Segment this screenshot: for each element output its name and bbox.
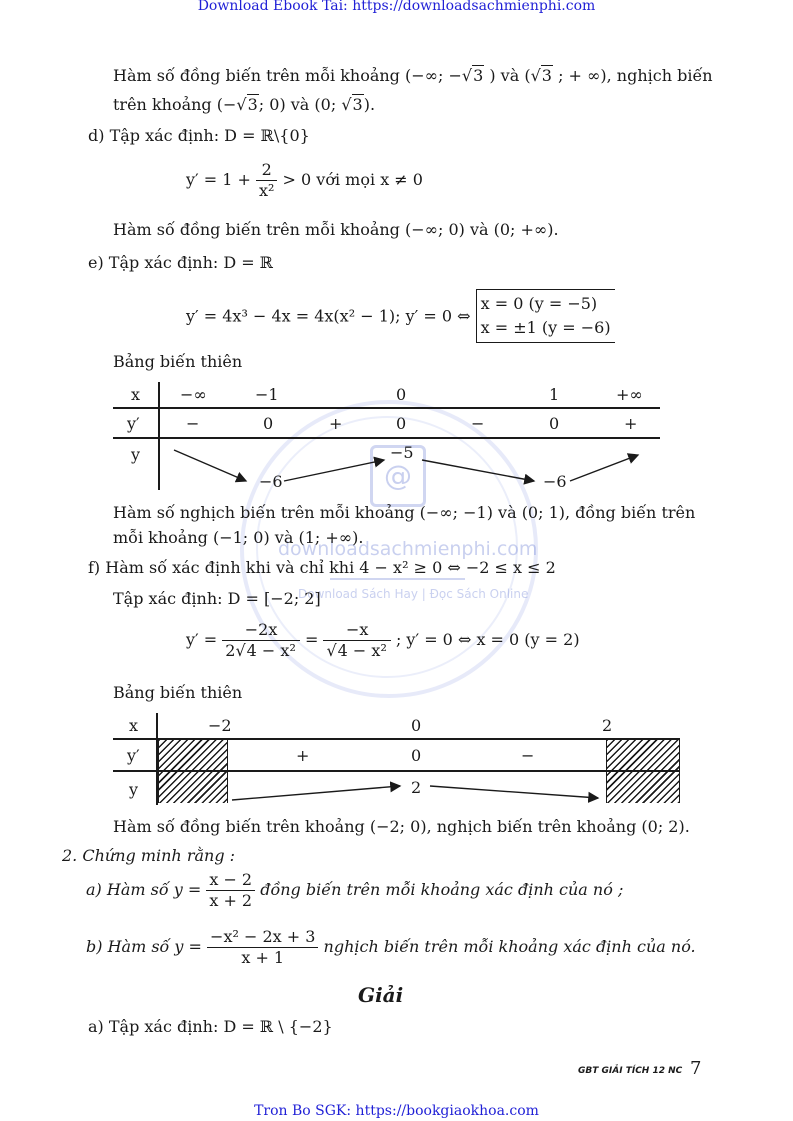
e-domain: e) Tập xác định: D = ℝ bbox=[88, 253, 274, 272]
f-domain: Tập xác định: D = [−2; 2] bbox=[113, 589, 321, 608]
f-definition: f) Hàm số xác định khi và chỉ khi 4 − x² ≥ 0 ⇔ −2 ≤ x ≤ 2 bbox=[88, 558, 556, 577]
watermark-site: downloadsachmienphi.com bbox=[278, 538, 538, 560]
e-conclusion-line2: mỗi khoảng (−1; 0) và (1; +∞). bbox=[113, 528, 364, 547]
footer-sgk-link[interactable]: Tron Bo SGK: https://bookgiaokhoa.com bbox=[254, 1103, 539, 1119]
book-at-icon: @ bbox=[370, 445, 426, 507]
c-conclusion-line1: Hàm số đồng biến trên mỗi khoảng (−∞; −√3 ) và (√3 ; + ∞), nghịch biến bbox=[113, 66, 713, 85]
page-number: 7 bbox=[690, 1058, 702, 1079]
problem-2b: b) Hàm số y = $\frac{\text{−x² − 2x + 3}}{x + 1}$ nghịch biến trên mỗi khoảng xác định của nó. bbox=[86, 927, 696, 967]
header-download-link[interactable]: Download Ebook Tai: https://downloadsachmienphi.com bbox=[197, 0, 596, 14]
watermark-tagline: Download Sách Hay | Đọc Sách Online bbox=[298, 587, 529, 601]
d-domain: d) Tập xác định: D = ℝ\{0} bbox=[88, 126, 310, 145]
f-conclusion: Hàm số đồng biến trên khoảng (−2; 0), nghịch biến trên khoảng (0; 2). bbox=[113, 817, 690, 836]
problem-2-title: 2. Chứng minh rằng : bbox=[62, 846, 236, 865]
e-table-title: Bảng biến thiên bbox=[113, 352, 243, 371]
f-derivative: y′ = $\frac{-2x}{\text{2√4 − x²}}$ = $\frac{-x}{\text{√4 − x²}}$ ; y′ = 0 ⇔ x = 0 (y = 2) bbox=[186, 620, 580, 660]
e-conclusion-line1: Hàm số nghịch biến trên mỗi khoảng (−∞; −1) và (0; 1), đồng biến trên bbox=[113, 503, 696, 522]
solution-a-domain: a) Tập xác định: D = ℝ \ {−2} bbox=[88, 1017, 333, 1036]
footer-book-title: GBT GIẢI TÍCH 12 NC bbox=[578, 1066, 683, 1076]
e-derivative: y′ = 4x³ − 4x = 4x(x² − 1); y′ = 0 ⇔ x = 0 (y = −5) x = ±1 (y = −6) bbox=[186, 289, 615, 343]
problem-2a: a) Hàm số y = $\frac{x - 2}{x + 2}$ đồng biến trên mỗi khoảng xác định của nó ; bbox=[86, 870, 624, 910]
f-table-title: Bảng biến thiên bbox=[113, 683, 243, 702]
solution-heading: Giải bbox=[358, 983, 404, 1007]
d-derivative: y′ = 1 + $\frac{2}{\text{x²}}$ > 0 với mọi x ≠ 0 bbox=[186, 160, 423, 200]
c-conclusion-line2: trên khoảng (−√3; 0) và (0; √3). bbox=[113, 95, 376, 114]
d-conclusion: Hàm số đồng biến trên mỗi khoảng (−∞; 0) và (0; +∞). bbox=[113, 220, 559, 239]
